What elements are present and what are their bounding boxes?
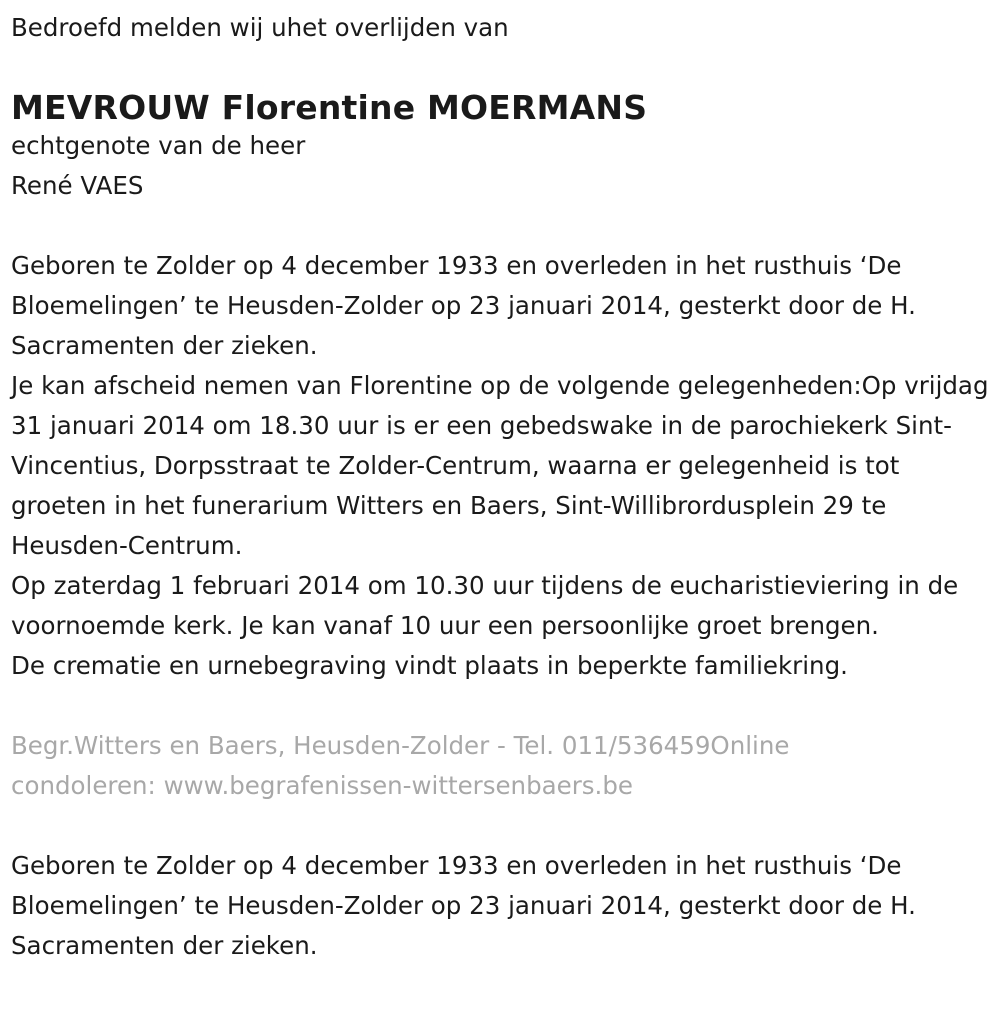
spouse-line-2: René VAES: [11, 171, 144, 200]
paragraph-birth-death-repeat: Geboren te Zolder op 4 december 1933 en overleden in het rusthuis ‘De Bloemelingen’ te Heusden-Zolder op 23 januari 2014, gesterkt door de H. Sacramenten der zieken.: [11, 851, 916, 960]
spouse-line-1: echtgenote van de heer: [11, 131, 306, 160]
footer-line-1: Begr.Witters en Baers, Heusden-Zolder - Tel. 011/536459Online: [11, 731, 790, 760]
footer-line-2: condoleren: www.begrafenissen-wittersenbaers.be: [11, 771, 633, 800]
spacer: [11, 686, 996, 726]
paragraph-birth-death: Geboren te Zolder op 4 december 1933 en overleden in het rusthuis ‘De Bloemelingen’ te Heusden-Zolder op 23 januari 2014, gesterkt door de H. Sacramenten der zieken.: [11, 251, 916, 360]
deceased-name: MEVROUW Florentine MOERMANS: [11, 88, 648, 127]
spacer: [11, 806, 996, 846]
funeral-home-footer: [11, 726, 996, 806]
spacer: [11, 206, 996, 246]
intro-text: Bedroefd melden wij uhet overlijden van: [11, 13, 509, 42]
repeat-text: [11, 846, 996, 966]
obituary-notice: [11, 8, 996, 966]
paragraph-farewell: Je kan afscheid nemen van Florentine op de volgende gelegenheden:Op vrijdag 31 januari 2014 om 18.30 uur is er een gebedswake in de parochiekerk Sint-Vincentius, Dorpsstraat te Zolder-Centrum, waarna er gelegenheid is tot groeten in het funerarium Witters en Baers, Sint-Willibrordusplein 29 te Heusden-Centrum.: [11, 371, 989, 560]
paragraph-service: Op zaterdag 1 februari 2014 om 10.30 uur tijdens de eucharistieviering in de voornoemde kerk. Je kan vanaf 10 uur een persoonlijke groet brengen.: [11, 571, 959, 640]
paragraph-cremation: De crematie en urnebegraving vindt plaats in beperkte familiekring.: [11, 651, 848, 680]
body-text: [11, 246, 996, 686]
